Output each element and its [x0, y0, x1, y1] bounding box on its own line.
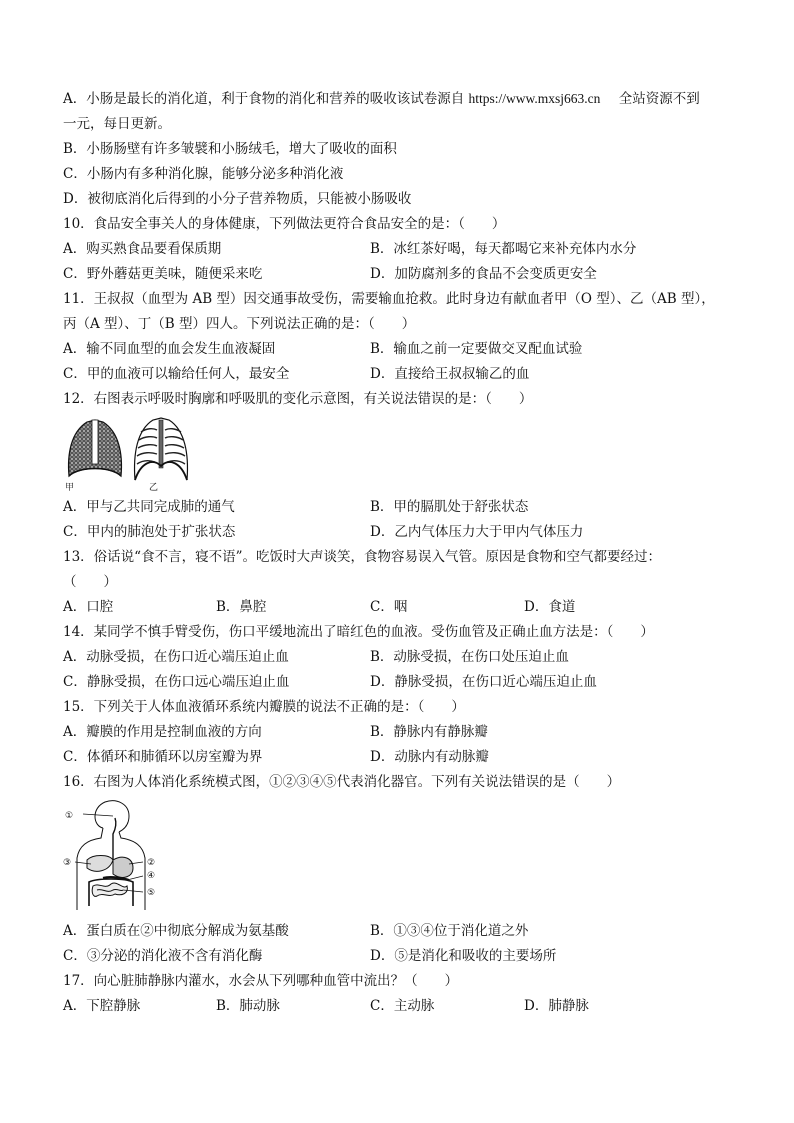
- q9-option-d: D．被彻底消化后得到的小分子营养物质，只能被小肠吸收: [63, 191, 412, 207]
- q16-option-c: C．③分泌的消化液不含有消化酶: [63, 948, 263, 964]
- q11-stem-line1: 11．王叔叔（血型为 AB 型）因交通事故受伤，需要输血抢救。此时身边有献血者甲（O 型）、乙（AB 型），: [63, 291, 715, 307]
- q9-option-c: C．小肠内有多种消化腺，能够分泌多种消化液: [63, 166, 344, 182]
- q14-option-a: A．动脉受损，在伤口近心端压迫止血: [63, 649, 289, 665]
- thorax-yi: [135, 418, 188, 480]
- q11-option-a: A．输不同血型的血会发生血液凝固: [63, 341, 276, 357]
- q11-option-c: C．甲的血液可以输给任何人，最安全: [63, 366, 290, 382]
- thorax-diagram: [63, 414, 193, 492]
- q10-option-b: B．冰红茶好喝，每天都喝它来补充体内水分: [370, 241, 637, 257]
- q10-option-a: A．购买熟食品要看保质期: [63, 241, 222, 257]
- q11-option-b: B．输血之前一定要做交叉配血试验: [370, 341, 583, 357]
- q9-option-a-line1: [63, 90, 700, 108]
- q9-option-a-tail: 全站资源不到: [618, 91, 700, 107]
- thorax-jia: [69, 420, 122, 476]
- q12-stem: 12．右图表示呼吸时胸廓和呼吸肌的变化示意图，有关说法错误的是：（ ）: [63, 391, 533, 407]
- q10-stem: 10．食品安全事关人的身体健康，下列做法更符合食品安全的是：（ ）: [63, 216, 506, 232]
- q9-option-a-line2: 一元，每日更新。: [63, 116, 171, 132]
- q11-stem-line2: 丙（A 型）、丁（B 型）四人。下列说法正确的是：（ ）: [63, 316, 416, 332]
- q13-option-a: A．口腔: [63, 599, 114, 615]
- q12-option-b: B．甲的膈肌处于舒张状态: [370, 499, 529, 515]
- q13-option-b: B．鼻腔: [216, 599, 267, 615]
- q15-option-a: A．瓣膜的作用是控制血液的方向: [63, 724, 262, 740]
- q13-stem: 13．俗话说“食不言，寝不语”。吃饭时大声谈笑，食物容易误入气管。原因是食物和空气都要经过：: [63, 549, 661, 565]
- q9-option-b: B．小肠肠壁有许多皱襞和小肠绒毛，增大了吸收的面积: [63, 141, 397, 157]
- q14-stem: 14．某同学不慎手臂受伤，伤口平缓地流出了暗红色的血液。受伤血管及正确止血方法是：（ ）: [63, 624, 654, 640]
- fig-label-jia: 甲: [65, 483, 75, 492]
- q17-stem: 17．向心脏肺静脉内灌水，水会从下列哪种血管中流出？（ ）: [63, 973, 459, 989]
- fig-label-3: ③: [63, 858, 72, 868]
- fig-label-1: ①: [65, 811, 74, 821]
- digestive-system-diagram: [63, 798, 173, 916]
- source-url: https://www.mxsj663.cn: [468, 91, 601, 106]
- q10-option-d: D．加防腐剂多的食品不会变质更安全: [370, 266, 597, 282]
- q16-option-b: B．①③④位于消化道之外: [370, 923, 529, 939]
- fig-label-4: ④: [147, 871, 156, 881]
- q14-option-c: C．静脉受损，在伤口远心端压迫止血: [63, 674, 290, 690]
- q9-option-a-text: A．小肠是最长的消化道，利于食物的消化和营养的吸收该试卷源自: [63, 91, 465, 107]
- q17-option-d: D．肺静脉: [524, 998, 589, 1014]
- q13-option-d: D．食道: [524, 599, 576, 615]
- q10-option-c: C．野外蘑菇更美味，随便采来吃: [63, 266, 263, 282]
- q12-option-a: A．甲与乙共同完成肺的通气: [63, 499, 235, 515]
- q12-option-d: D．乙内气体压力大于甲内气体压力: [370, 524, 584, 540]
- q17-option-a: A．下腔静脉: [63, 998, 141, 1014]
- q11-option-d: D．直接给王叔叔输乙的血: [370, 366, 530, 382]
- q16-option-d: D．⑤是消化和吸收的主要场所: [370, 948, 557, 964]
- q13-option-c: C．咽: [370, 599, 408, 615]
- fig-label-yi: 乙: [149, 483, 159, 492]
- q12-option-c: C．甲内的肺泡处于扩张状态: [63, 524, 236, 540]
- q15-option-b: B．静脉内有静脉瓣: [370, 724, 488, 740]
- q15-option-c: C．体循环和肺循环以房室瓣为界: [63, 749, 263, 765]
- q17-option-b: B．肺动脉: [216, 998, 280, 1014]
- q15-stem: 15．下列关于人体血液循环系统内瓣膜的说法不正确的是：（ ）: [63, 699, 465, 715]
- fig-label-2: ②: [147, 858, 156, 868]
- q15-option-d: D．动脉内有动脉瓣: [370, 749, 489, 765]
- q13-answer-paren: （ ）: [63, 574, 117, 590]
- q14-option-d: D．静脉受损，在伤口近心端压迫止血: [370, 674, 597, 690]
- q17-option-c: C．主动脉: [370, 998, 435, 1014]
- q16-stem: 16．右图为人体消化系统模式图，①②③④⑤代表消化器官。下列有关说法错误的是（ ）: [63, 774, 621, 790]
- q16-option-a: A．蛋白质在②中彻底分解成为氨基酸: [63, 923, 289, 939]
- fig-label-5: ⑤: [147, 888, 156, 898]
- q14-option-b: B．动脉受损，在伤口处压迫止血: [370, 649, 569, 665]
